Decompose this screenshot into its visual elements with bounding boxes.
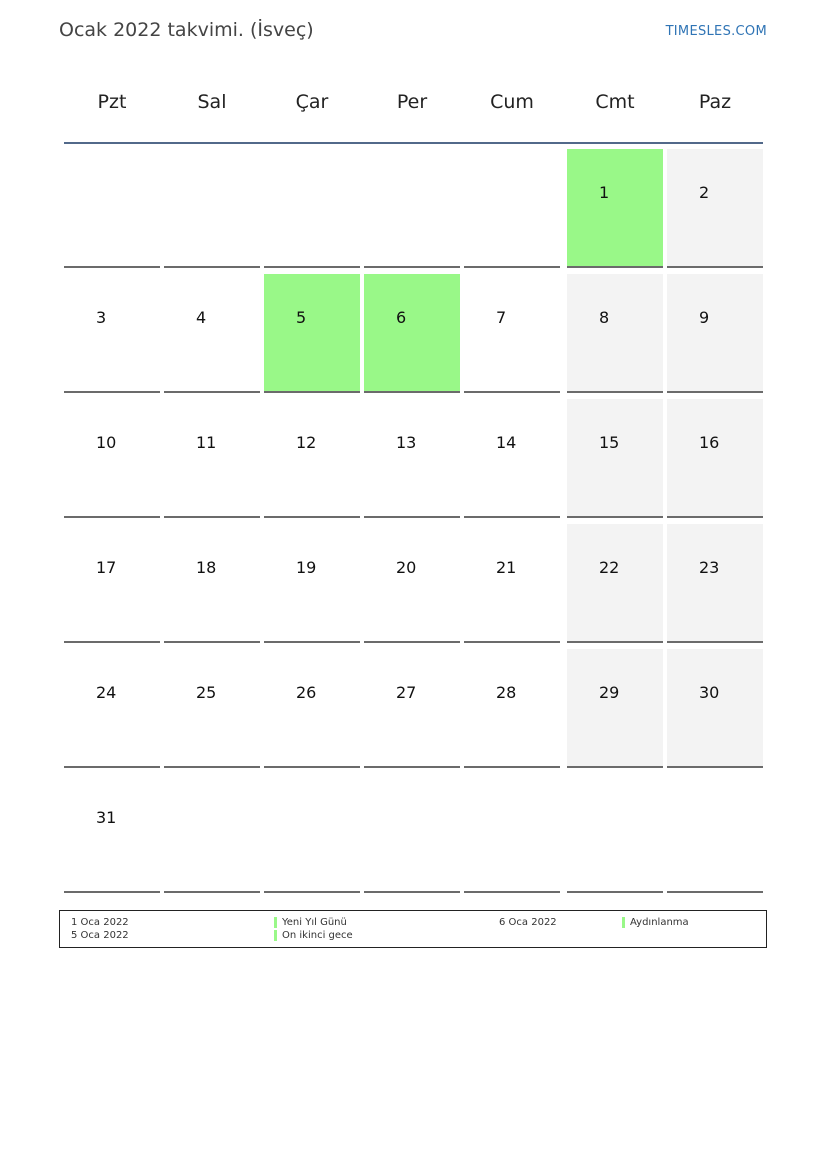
day-cell[interactable] xyxy=(667,399,763,518)
day-number: 31 xyxy=(96,808,117,827)
day-number: 17 xyxy=(96,558,117,577)
holiday-day-cell[interactable] xyxy=(567,149,663,268)
day-cell[interactable] xyxy=(164,149,260,268)
day-cell[interactable] xyxy=(364,774,460,893)
day-number: 29 xyxy=(599,683,620,702)
weekday-label: Per xyxy=(396,91,428,113)
day-cell[interactable] xyxy=(364,399,460,518)
day-number: 12 xyxy=(296,433,317,452)
day-cell[interactable] xyxy=(164,774,260,893)
legend-holiday-name: Yeni Yıl Günü xyxy=(282,917,347,928)
weekday-label: Pzt xyxy=(97,91,127,113)
day-cell[interactable] xyxy=(264,399,360,518)
weekday-label: Paz xyxy=(698,91,732,113)
day-cell[interactable] xyxy=(64,149,160,268)
day-cell[interactable] xyxy=(567,524,663,643)
day-cell[interactable] xyxy=(567,649,663,768)
day-cell[interactable] xyxy=(667,774,763,893)
day-number: 16 xyxy=(699,433,720,452)
holiday-day-cell[interactable] xyxy=(364,274,460,393)
day-number: 1 xyxy=(599,183,610,202)
day-cell[interactable] xyxy=(264,649,360,768)
holiday-legend xyxy=(59,910,767,948)
day-cell[interactable] xyxy=(164,399,260,518)
legend-holiday-name: On ikinci gece xyxy=(282,930,353,941)
day-cell[interactable] xyxy=(464,649,560,768)
day-cell[interactable] xyxy=(64,274,160,393)
holiday-color-marker xyxy=(274,930,277,941)
legend-holiday-name: Aydınlanma xyxy=(630,917,689,928)
day-cell[interactable] xyxy=(464,774,560,893)
day-cell[interactable] xyxy=(464,274,560,393)
day-number: 21 xyxy=(496,558,517,577)
header-divider xyxy=(64,142,763,144)
day-number: 2 xyxy=(699,183,710,202)
holiday-color-marker xyxy=(622,917,625,928)
day-cell[interactable] xyxy=(567,774,663,893)
day-number: 15 xyxy=(599,433,620,452)
day-cell[interactable] xyxy=(64,774,160,893)
legend-date: 6 Oca 2022 xyxy=(499,917,557,928)
day-number: 24 xyxy=(96,683,117,702)
day-number: 27 xyxy=(396,683,417,702)
day-number: 5 xyxy=(296,308,307,327)
weekday-label: Çar xyxy=(295,91,329,113)
day-number: 23 xyxy=(699,558,720,577)
day-cell[interactable] xyxy=(464,149,560,268)
day-cell[interactable] xyxy=(667,149,763,268)
page-title: Ocak 2022 takvimi. (İsveç) xyxy=(59,19,314,41)
day-cell[interactable] xyxy=(667,524,763,643)
day-number: 4 xyxy=(196,308,207,327)
weekday-label: Sal xyxy=(197,91,227,113)
day-number: 28 xyxy=(496,683,517,702)
day-number: 3 xyxy=(96,308,107,327)
legend-date: 5 Oca 2022 xyxy=(71,930,129,941)
holiday-day-cell[interactable] xyxy=(264,274,360,393)
day-cell[interactable] xyxy=(364,524,460,643)
day-number: 8 xyxy=(599,308,610,327)
day-number: 25 xyxy=(196,683,217,702)
day-cell[interactable] xyxy=(164,649,260,768)
day-cell[interactable] xyxy=(567,399,663,518)
day-cell[interactable] xyxy=(164,274,260,393)
day-number: 9 xyxy=(699,308,710,327)
day-cell[interactable] xyxy=(64,399,160,518)
day-cell[interactable] xyxy=(567,274,663,393)
weekday-label: Cum xyxy=(490,91,534,113)
day-number: 30 xyxy=(699,683,720,702)
legend-date: 1 Oca 2022 xyxy=(71,917,129,928)
day-number: 11 xyxy=(196,433,217,452)
holiday-color-marker xyxy=(274,917,277,928)
brand-link[interactable]: TIMESLES.COM xyxy=(665,24,767,39)
day-number: 13 xyxy=(396,433,417,452)
day-cell[interactable] xyxy=(264,524,360,643)
weekday-label: Cmt xyxy=(595,91,635,113)
day-cell[interactable] xyxy=(64,649,160,768)
day-number: 14 xyxy=(496,433,517,452)
day-number: 19 xyxy=(296,558,317,577)
day-cell[interactable] xyxy=(64,524,160,643)
day-cell[interactable] xyxy=(667,649,763,768)
day-cell[interactable] xyxy=(364,149,460,268)
day-number: 6 xyxy=(396,308,407,327)
day-cell[interactable] xyxy=(667,274,763,393)
day-cell[interactable] xyxy=(164,524,260,643)
day-number: 18 xyxy=(196,558,217,577)
day-cell[interactable] xyxy=(364,649,460,768)
day-cell[interactable] xyxy=(264,149,360,268)
day-number: 26 xyxy=(296,683,317,702)
day-cell[interactable] xyxy=(464,524,560,643)
day-number: 10 xyxy=(96,433,117,452)
day-cell[interactable] xyxy=(264,774,360,893)
day-number: 20 xyxy=(396,558,417,577)
day-number: 7 xyxy=(496,308,507,327)
day-cell[interactable] xyxy=(464,399,560,518)
day-number: 22 xyxy=(599,558,620,577)
